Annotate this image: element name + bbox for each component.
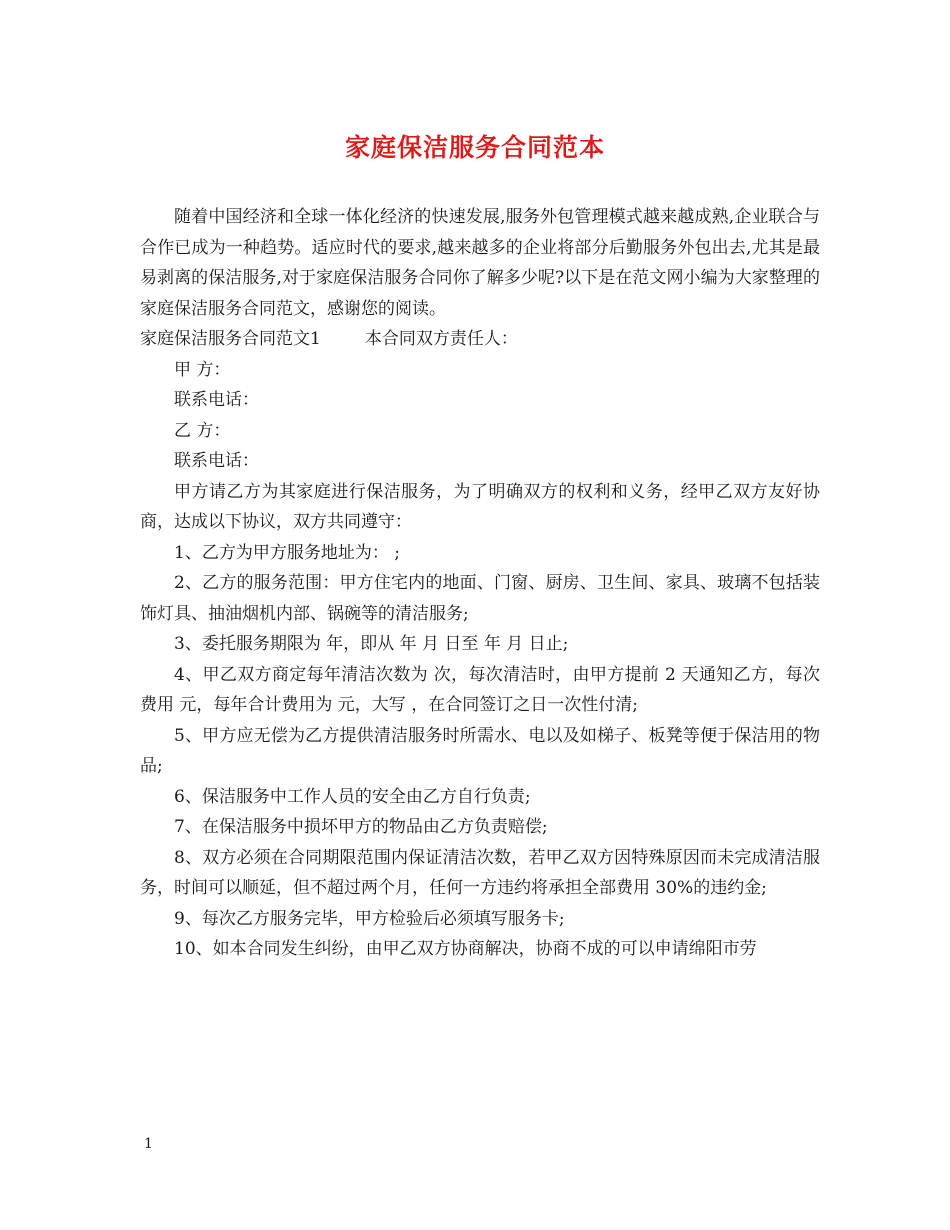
party-b-line: 乙 方： — [174, 420, 231, 441]
phone-b-line: 联系电话： — [174, 451, 259, 471]
clause-1: 1、乙方为甲方服务地址为： ; — [174, 542, 400, 563]
section-subheading: 本合同双方责任人： — [364, 329, 518, 349]
clause-3: 3、委托服务期限为 年，即从 年 月 日至 年 月 日止; — [174, 634, 569, 654]
clause-6: 6、保洁服务中工作人员的安全由乙方自行负责; — [174, 786, 531, 807]
clause-7: 7、在保洁服务中损坏甲方的物品由乙方负责赔偿; — [174, 817, 548, 837]
clause-4: 4、甲乙双方商定每年清洁次数为 次，每次清洁时，由甲方提前 2 天通知乙方，每次费用 元，每年合计费用为 元，大写 ，在合同签订之日一次性付清; — [140, 664, 820, 715]
party-a-line: 甲 方： — [174, 359, 231, 380]
clause-10: 10、如本合同发生纠纷，由甲乙双方协商解决，协商不成的可以申请绵阳市劳 — [174, 939, 757, 959]
clause-8: 8、双方必须在合同期限范围内保证清洁次数，若甲乙双方因特殊原因而未完成清洁服务，时间可以顺延，但不超过两个月，任何一方违约将承担全部费用 30%的违约金; — [140, 847, 820, 898]
document-body — [140, 202, 820, 965]
section-heading-line — [140, 324, 820, 355]
clause-9: 9、每次乙方服务完毕，甲方检验后必须填写服务卡; — [174, 908, 565, 929]
phone-a-line: 联系电话： — [174, 390, 259, 410]
preamble-paragraph: 甲方请乙方为其家庭进行保洁服务，为了明确双方的权利和义务，经甲乙双方友好协商，达成以下协议，双方共同遵守： — [140, 481, 820, 532]
clause-5: 5、甲方应无偿为乙方提供清洁服务时所需水、电以及如梯子、板凳等便于保洁用的物品; — [140, 725, 820, 776]
intro-paragraph: 随着中国经济和全球一体化经济的快速发展,服务外包管理模式越来越成熟,企业联合与合作已成为一种趋势。适应时代的要求,越来越多的企业将部分后勤服务外包出去,尤其是最易剥离的保洁服务,对于家庭保洁服务合同你了解多少呢?以下是在范文网小编为大家整理的家庭保洁服务合同范文，感谢您的阅读。 — [140, 207, 820, 319]
section-heading: 家庭保洁服务合同范文1 — [140, 329, 321, 349]
clause-2: 2、乙方的服务范围：甲方住宅内的地面、门窗、厨房、卫生间、家具、玻璃不包括装饰灯具、抽油烟机内部、锅碗等的清洁服务; — [140, 573, 820, 624]
document-title: 家庭保洁服务合同范本 — [344, 133, 605, 162]
page-number: 1 — [144, 1136, 153, 1152]
